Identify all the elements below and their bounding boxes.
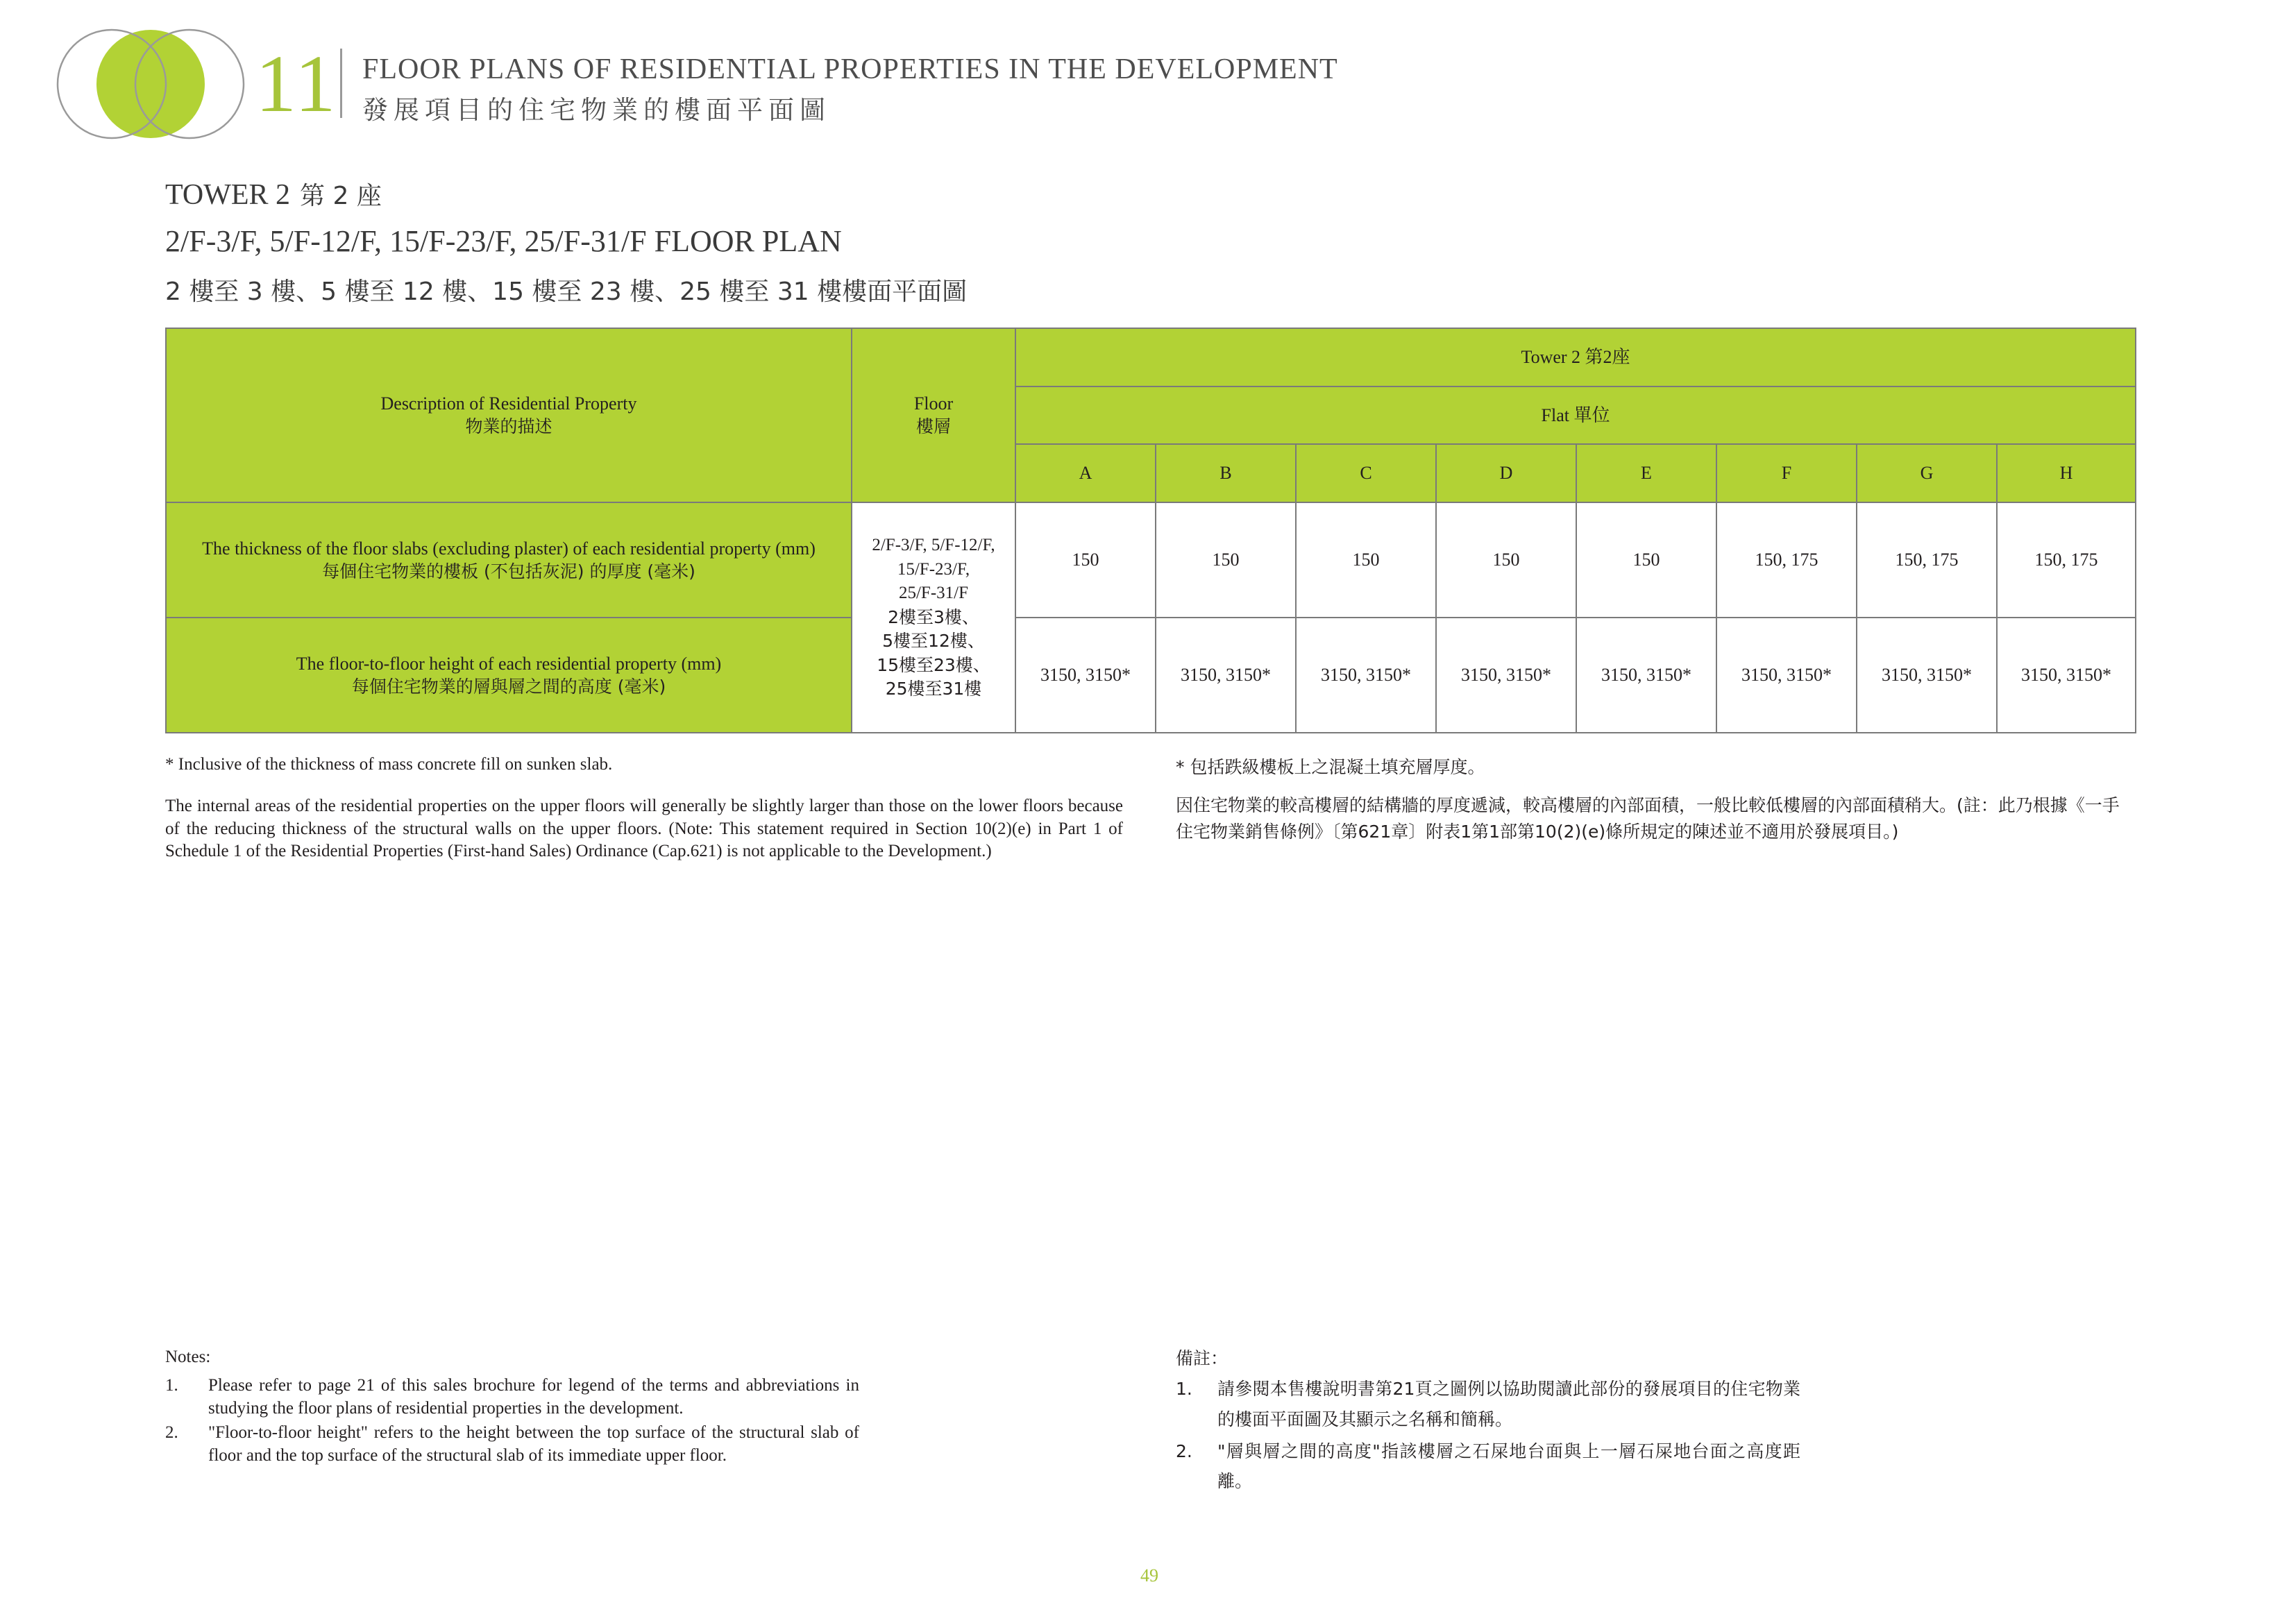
note-number: 1. (165, 1376, 178, 1395)
flat-header-f: F (1716, 444, 1857, 502)
floor-range-en-line: 25/F-31/F (898, 584, 969, 603)
description-header (166, 328, 852, 502)
floor-range-zh-line: 15樓至23樓、 (877, 654, 990, 675)
note-number: 2. (165, 1423, 178, 1442)
flat-header-e: E (1576, 444, 1716, 502)
description-header-zh: 物業的描述 (465, 416, 552, 437)
flat-header-b: B (1156, 444, 1296, 502)
floor-header-zh: 樓層 (915, 416, 951, 437)
floor-height-value: 3150, 3150* (1857, 618, 1997, 733)
overlapping-circles-logo-icon (53, 25, 247, 143)
floor-height-label-en: The floor-to-floor height of each residential property (mm) (296, 653, 722, 674)
slab-thickness-value: 150 (1156, 502, 1296, 618)
floor-height-label-zh: 每個住宅物業的層與層之間的高度 (毫米) (351, 676, 666, 697)
floor-range-en-line: 15/F-23/F, (897, 559, 970, 579)
floor-height-value: 3150, 3150* (1296, 618, 1436, 733)
floor-height-value: 3150, 3150* (1156, 618, 1296, 733)
flat-header-d: D (1436, 444, 1576, 502)
floor-plan-title-zh: 2 樓至 3 樓、5 樓至 12 樓、15 樓至 23 樓、25 樓至 31 樓樓面平面圖 (165, 278, 968, 306)
tower-header: Tower 2 第2座 (1015, 328, 2136, 386)
notes-title-zh: 備註： (1176, 1348, 1229, 1368)
note-number: 1. (1176, 1379, 1192, 1399)
slab-thickness-value: 150 (1015, 502, 1156, 618)
chapter-title-zh: 發展項目的住宅物業的樓面平面圖 (362, 95, 831, 125)
remark-en: The internal areas of the residential properties on the upper floors will generally be slightly larger than those on the lower floors because of the reducing thickness of the structural walls on the upper floors. (Note: This statement required in Section 10(2)(e) in Part 1 of Schedule 1 of the Residential Properties (First-hand Sales) Ordinance (Cap.621) is not applicable to the Development.) (165, 797, 1123, 860)
floor-range-cell (852, 502, 1015, 733)
footnote-zh: * 包括跌級樓板上之混凝土填充層厚度。 (1176, 757, 1485, 777)
slab-thickness-value: 150, 175 (1997, 502, 2136, 618)
floor-height-label (166, 618, 852, 733)
floor-height-value: 3150, 3150* (1436, 618, 1576, 733)
slab-thickness-value: 150 (1576, 502, 1716, 618)
flat-header: Flat 單位 (1015, 386, 2136, 444)
floor-plan-title-en: 2/F-3/F, 5/F-12/F, 15/F-23/F, 25/F-31/F FLOOR PLAN (165, 224, 842, 258)
floor-range-en-line: 2/F-3/F, 5/F-12/F, (872, 536, 995, 555)
floor-range-zh-line: 2樓至3樓、 (888, 606, 979, 627)
floor-range-zh-line: 5樓至12樓、 (882, 631, 985, 652)
slab-thickness-label-en: The thickness of the floor slabs (excluding plaster) of each residential property (mm) (202, 538, 816, 559)
floor-height-value: 3150, 3150* (1716, 618, 1857, 733)
floor-height-value: 3150, 3150* (1576, 618, 1716, 733)
note-text: "Floor-to-floor height" refers to the height between the top surface of the structural slab of floor and the top surface of the structural slab of its immediate upper floor. (208, 1423, 859, 1465)
slab-thickness-value: 150, 175 (1716, 502, 1857, 618)
header-divider (340, 49, 342, 118)
note-item (165, 1421, 859, 1467)
flat-header-c: C (1296, 444, 1436, 502)
flat-header-a: A (1015, 444, 1156, 502)
description-header-en: Description of Residential Property (380, 393, 637, 414)
note-text: Please refer to page 21 of this sales brochure for legend of the terms and abbreviations in studying the floor plans of residential properties in the development. (208, 1376, 859, 1418)
floor-height-value: 3150, 3150* (1015, 618, 1156, 733)
slab-thickness-label-zh: 每個住宅物業的樓板 (不包括灰泥) 的厚度 (毫米) (322, 561, 695, 581)
note-number: 2. (1176, 1441, 1192, 1461)
slab-thickness-value: 150, 175 (1857, 502, 1997, 618)
chapter-title-en: FLOOR PLANS OF RESIDENTIAL PROPERTIES IN THE DEVELOPMENT (362, 53, 1338, 85)
notes-list-zh (1176, 1374, 1800, 1498)
note-item (1176, 1374, 1800, 1435)
note-text: "層與層之間的高度"指該樓層之石屎地台面與上一層石屎地台面之高度距離。 (1217, 1441, 1800, 1492)
tower-title (165, 176, 382, 212)
remark-zh: 因住宅物業的較高樓層的結構牆的厚度遞減，較高樓層的內部面積，一般比較低樓層的內部面積稍大。(註：此乃根據《一手住宅物業銷售條例》〔第621章〕附表1第1部第10(2)(e)條所規定的陳述並不適用於發展項目。) (1176, 795, 2120, 842)
floor-header (852, 328, 1015, 502)
floor-range-zh-line: 25樓至31樓 (885, 679, 982, 699)
tower-title-zh: 第 2 座 (300, 182, 382, 210)
note-text: 請參閱本售樓說明書第21頁之圖例以協助閱讀此部份的發展項目的住宅物業的樓面平面圖及其顯示之名稱和簡稱。 (1217, 1379, 1800, 1429)
tower-title-en: TOWER 2 (165, 179, 291, 211)
notes-list-en (165, 1374, 859, 1468)
flat-header-g: G (1857, 444, 1997, 502)
page-number: 49 (1140, 1565, 1158, 1586)
note-item (165, 1374, 859, 1420)
flat-header-h: H (1997, 444, 2136, 502)
notes-title-en: Notes: (165, 1348, 211, 1366)
footnote-en: * Inclusive of the thickness of mass concrete fill on sunken slab. (165, 755, 613, 774)
floor-height-value: 3150, 3150* (1997, 618, 2136, 733)
note-item (1176, 1436, 1800, 1497)
slab-thickness-label (166, 502, 852, 618)
floor-header-en: Floor (913, 393, 954, 414)
slab-thickness-value: 150 (1436, 502, 1576, 618)
slab-thickness-value: 150 (1296, 502, 1436, 618)
chapter-number: 11 (255, 38, 337, 129)
property-spec-table (165, 328, 2136, 733)
